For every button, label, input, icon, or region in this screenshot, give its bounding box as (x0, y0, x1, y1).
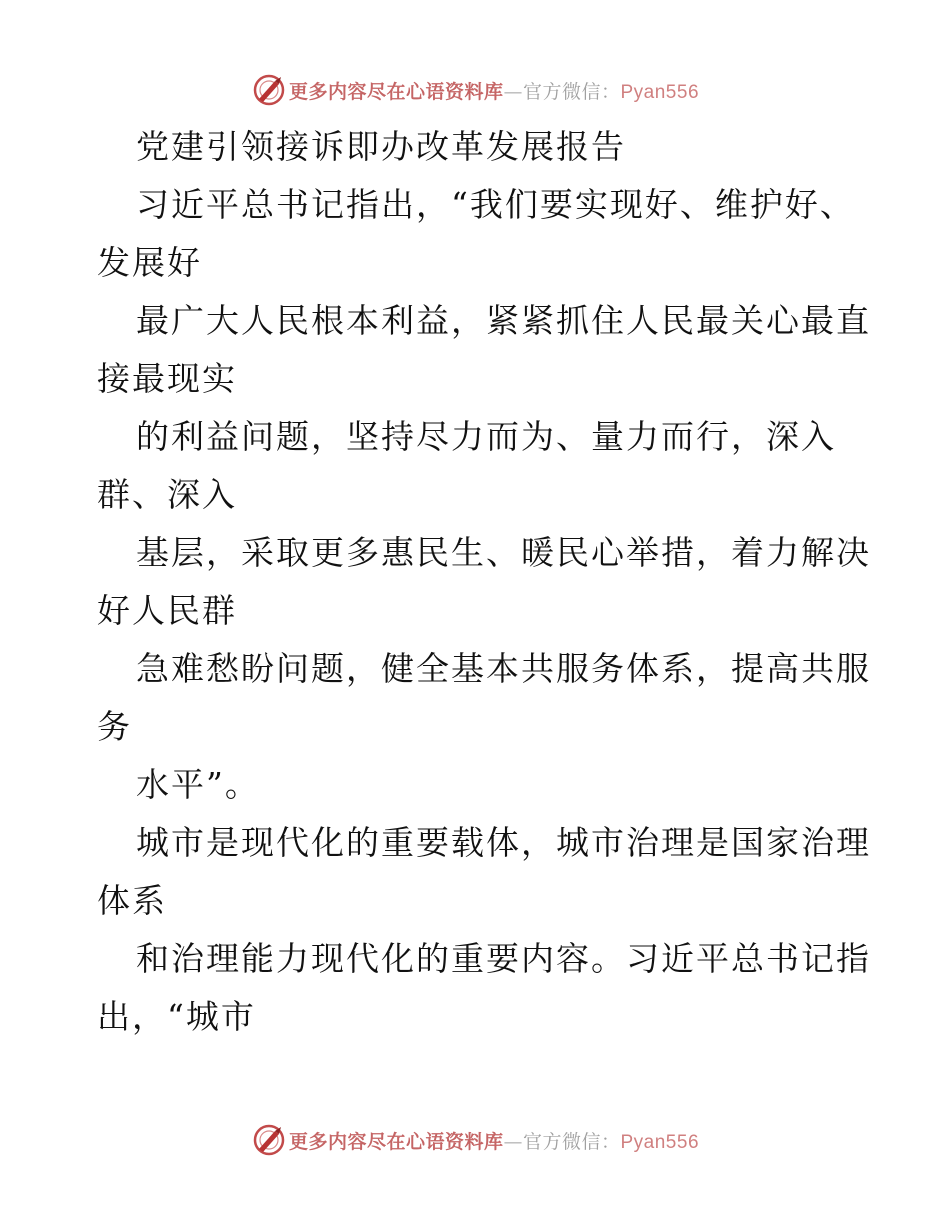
text-line: 城市是现代化的重要载体，城市治理是国家治理 (136, 823, 871, 862)
banner-text: 更多内容尽在心语资料库—官方微信：Pyan556 (288, 1130, 700, 1153)
text-line: 的利益问题，坚持尽力而为、量力而行，深入 (136, 417, 836, 456)
text-line: 最广大人民根本利益，紧紧抓住人民最关心最直 (136, 301, 871, 340)
pen-logo-icon (251, 1122, 287, 1158)
document-body (97, 118, 871, 1046)
text-line: 好人民群 (97, 591, 237, 630)
text-line: 党建引领接诉即办改革发展报告 (136, 127, 626, 166)
text-line: 急难愁盼问题，健全基本共服务体系，提高共服 (136, 649, 871, 688)
footer-banner (0, 1120, 950, 1160)
text-line: 务 (97, 707, 132, 746)
text-line: 和治理能力现代化的重要内容。习近平总书记指 (136, 939, 871, 978)
text-line: 水平”。 (136, 765, 260, 804)
header-banner (0, 70, 950, 110)
text-line: 基层，采取更多惠民生、暖民心举措，着力解决 (136, 533, 871, 572)
text-line: 发展好 (97, 243, 202, 282)
text-line: 习近平总书记指出，“我们要实现好、维护好、 (136, 185, 855, 224)
text-line: 接最现实 (97, 359, 237, 398)
banner-text: 更多内容尽在心语资料库—官方微信：Pyan556 (288, 80, 700, 103)
text-line: 群、深入 (97, 475, 237, 514)
text-line: 体系 (97, 881, 167, 920)
text-line: 出，“城市 (97, 997, 256, 1036)
pen-logo-icon (251, 72, 287, 108)
